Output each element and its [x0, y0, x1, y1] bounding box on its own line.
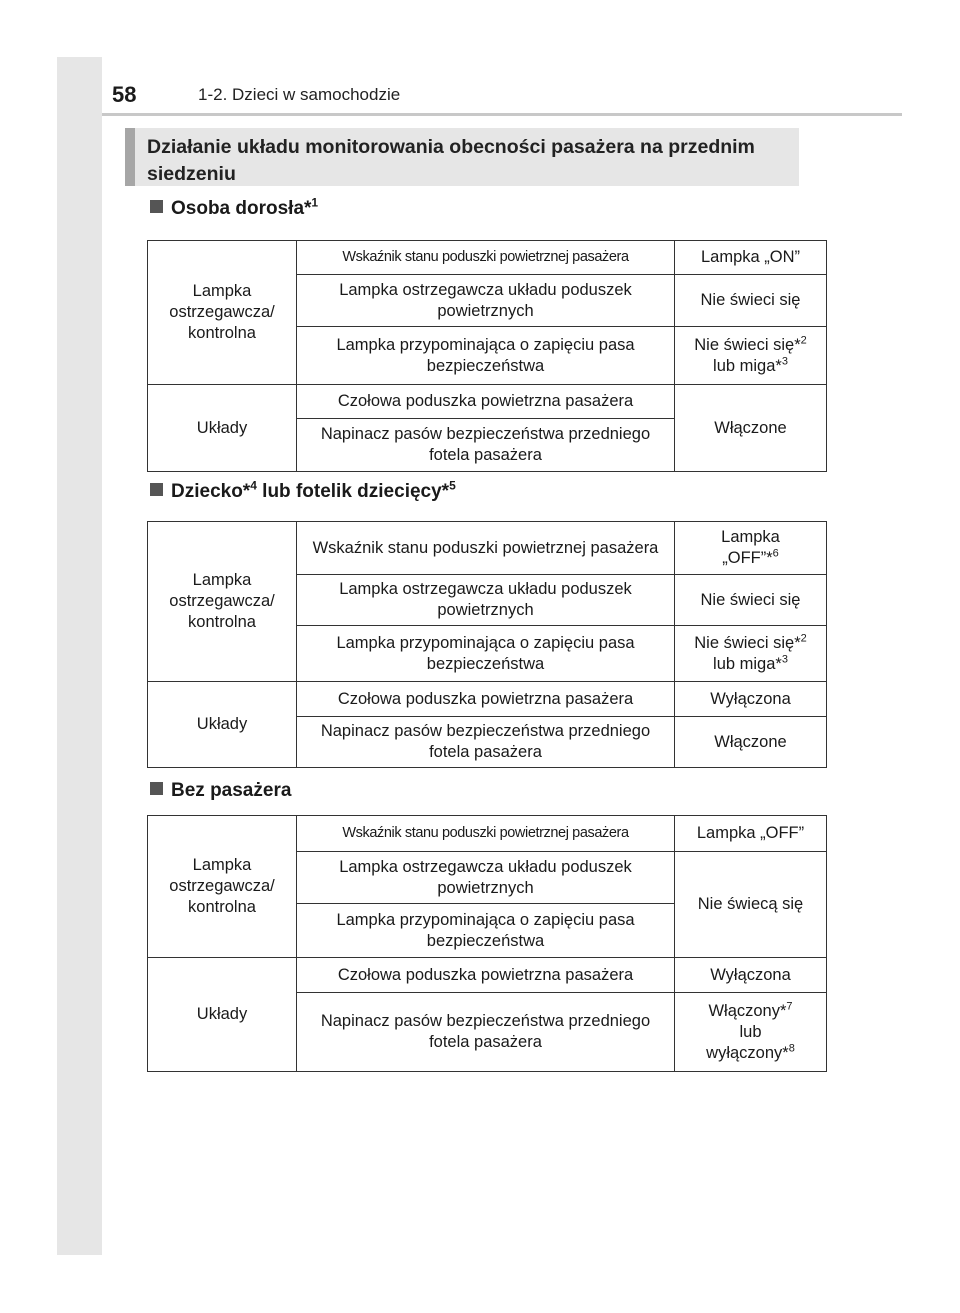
section-title-line2: siedzeniu: [147, 163, 236, 185]
subsection-label: Bez pasażera: [171, 780, 292, 801]
square-bullet-icon: [150, 782, 163, 795]
value-text: Włączony*: [708, 1001, 787, 1020]
value-text: lub miga*: [713, 654, 782, 673]
footnote-ref: 8: [788, 1042, 795, 1054]
group-cell: Układy: [148, 385, 297, 472]
value-cell: Lampka „ON”: [675, 241, 827, 275]
subsection-child: [150, 478, 456, 503]
subsection-no-passenger: [150, 780, 291, 802]
value-cell: Wyłączona: [675, 682, 827, 717]
square-bullet-icon: [150, 483, 163, 496]
footnote-ref: 3: [781, 653, 788, 665]
group-cell: Układy: [148, 682, 297, 768]
footnote-ref: 4: [250, 478, 257, 493]
page-header: [57, 57, 902, 112]
group-cell: Lampka ostrzegawcza/ kontrolna: [148, 241, 297, 385]
value-cell: [675, 993, 827, 1072]
value-text: Nie świeci się*: [694, 633, 801, 652]
item-cell: Lampka przypominająca o zapięciu pasa bezpieczeństwa: [297, 626, 675, 682]
group-cell: Lampka ostrzegawcza/ kontrolna: [148, 816, 297, 958]
square-bullet-icon: [150, 200, 163, 213]
item-cell: Lampka ostrzegawcza układu poduszek powietrznych: [297, 275, 675, 327]
value-cell: [675, 626, 827, 682]
table-adult: [147, 240, 827, 472]
value-cell: Wyłączona: [675, 958, 827, 993]
value-text: „OFF”*: [722, 549, 773, 567]
item-cell: Lampka przypominająca o zapięciu pasa bezpieczeństwa: [297, 904, 675, 958]
footnote-ref: 3: [781, 355, 788, 367]
footnote-ref: 2: [800, 632, 807, 644]
section-title: [125, 128, 799, 186]
value-cell: Włączone: [675, 717, 827, 768]
group-cell: Układy: [148, 958, 297, 1072]
footnote-ref: 7: [786, 1000, 793, 1012]
footnote-ref: 2: [800, 334, 807, 346]
subsection-label: Osoba dorosła*: [171, 198, 312, 219]
page-number: 58: [112, 82, 137, 107]
footnote-ref: 6: [772, 547, 779, 560]
subsection-label: lub fotelik dziecięcy*: [256, 481, 450, 502]
table-no-passenger: [147, 815, 827, 1072]
item-cell: Napinacz pasów bezpieczeństwa przedniego fotela pasażera: [297, 419, 675, 472]
item-cell: Napinacz pasów bezpieczeństwa przedniego fotela pasażera: [297, 993, 675, 1072]
item-cell: Lampka przypominająca o zapięciu pasa bezpieczeństwa: [297, 327, 675, 385]
item-cell: Czołowa poduszka powietrzna pasażera: [297, 958, 675, 993]
value-text: wyłączony*: [706, 1043, 789, 1062]
item-cell: Lampka ostrzegawcza układu poduszek powietrznych: [297, 575, 675, 626]
item-cell: Napinacz pasów bezpieczeństwa przedniego fotela pasażera: [297, 717, 675, 768]
left-margin-band: [57, 57, 102, 1255]
item-cell: Lampka ostrzegawcza układu poduszek powietrznych: [297, 852, 675, 904]
subsection-label: Dziecko*: [171, 481, 251, 502]
item-cell: Czołowa poduszka powietrzna pasażera: [297, 682, 675, 717]
item-cell: Wskaźnik stanu poduszki powietrznej pasażera: [297, 241, 675, 275]
footnote-ref: 1: [311, 195, 319, 210]
section-title-line1: Działanie układu monitorowania obecności pasażera na przednim: [147, 136, 755, 158]
value-cell: Włączone: [675, 385, 827, 472]
value-cell: Nie świecą się: [675, 852, 827, 958]
value-text: Nie świeci się*: [694, 335, 801, 354]
value-cell: Nie świeci się: [675, 275, 827, 327]
value-cell: [675, 522, 827, 575]
value-text: lub miga*: [713, 356, 782, 375]
footnote-ref: 5: [449, 478, 456, 493]
value-cell: [675, 327, 827, 385]
chapter-title: 1-2. Dzieci w samochodzie: [198, 85, 401, 104]
header-divider: [102, 113, 902, 116]
item-cell: Wskaźnik stanu poduszki powietrznej pasażera: [297, 816, 675, 852]
item-cell: Czołowa poduszka powietrzna pasażera: [297, 385, 675, 419]
group-cell: Lampka ostrzegawcza/ kontrolna: [148, 522, 297, 682]
value-text: lub: [739, 1022, 762, 1041]
value-cell: Nie świeci się: [675, 575, 827, 626]
subsection-adult: [150, 195, 319, 220]
table-child: [147, 521, 827, 768]
value-cell: Lampka „OFF”: [675, 816, 827, 852]
value-text: Lampka: [721, 528, 780, 546]
item-cell: Wskaźnik stanu poduszki powietrznej pasażera: [297, 522, 675, 575]
